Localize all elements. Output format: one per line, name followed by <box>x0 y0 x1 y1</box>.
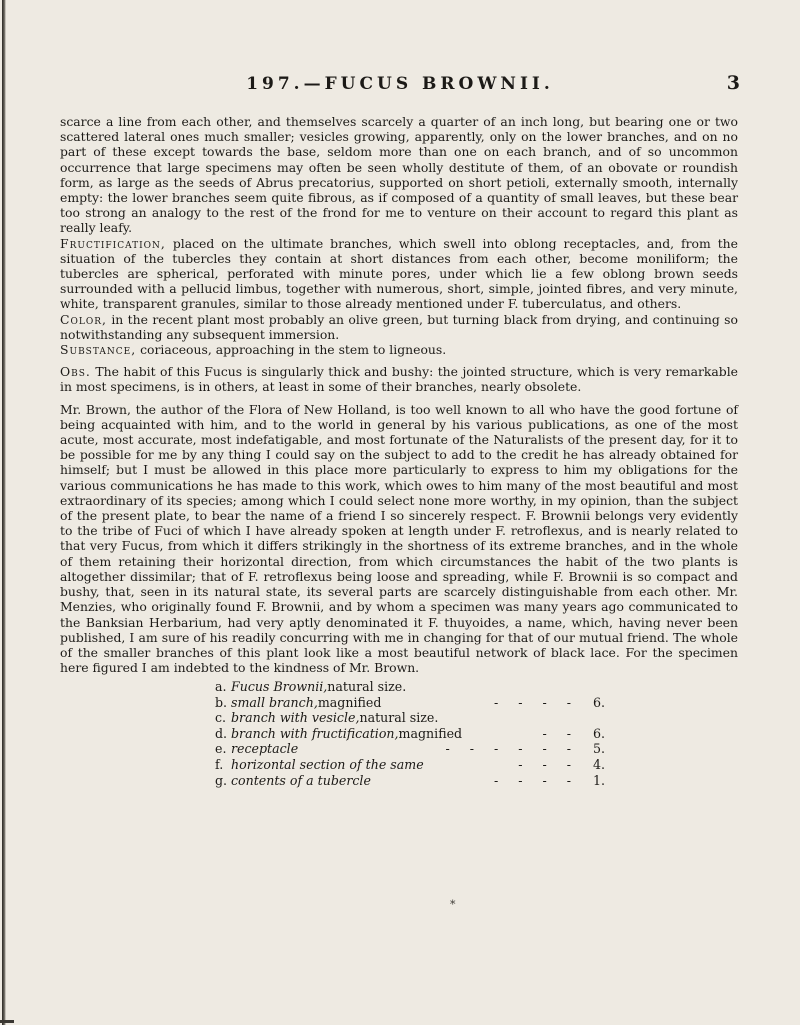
paragraph-color <box>60 312 738 342</box>
legend-note: natural size. <box>359 710 439 726</box>
legend-leader: - - - - <box>493 694 579 710</box>
legend-magnification: 4. <box>593 756 606 772</box>
paragraph-substance <box>60 342 738 357</box>
corner-mark <box>0 1020 14 1023</box>
legend-label: Fucus Brownii, <box>231 679 328 694</box>
legend-item <box>215 757 615 773</box>
legend-label: small branch, <box>231 694 318 710</box>
paragraph-text: Mr. Brown, the author of the Flora of New Holland, is too well known to all who have the good fortune of being acquainted with him, and to the world in general by his various publications, as one of the most acute, most accurate, most indefatigable, and most fortunate of the Naturalists of the present day, for it to be possible for me by any thing I could say on the subject to add to the credit he has already obtained for himself; but I must be allowed in this place more particularly to express to him my obligations for the various communications he has made to this work, which owes to him many of the most beautiful and most extraordinary of its species; among which I could select none more worthy, in my opinion, than the subject of the present plate, to bear the name of a friend I so sincerely respect. F. Brownii belongs very evidently to the tribe of Fuci of which I have already spoken at length under F. retroflexus, and is nearly related to that very Fucus, from which it differs strikingly in the shortness of its extreme branches, and in the whole of them retaining their horizontal direction, from which circumstances the habit of the two plants is altogether dissimilar; that of F. retroflexus being loose and spreading, while F. Brownii is so compact and bushy, that, seen in its natural state, its several parts are scarcely distinguishable from each other. Mr. Menzies, who originally found F. Brownii, and by whom a specimen was many years ago communicated to the Banksian Herbarium, had very aptly denominated it F. thuyoides, a name, which, having never been published, I am sure of his readily concurring with me in changing for that of our mutual friend. The whole of the smaller branches of this plant look like a most beautiful network of black lace. For the specimen here figured I am indebted to the kindness of Mr. Brown. <box>60 401 738 676</box>
page-number: 3 <box>726 72 740 94</box>
legend-item <box>215 695 615 711</box>
legend-letter: a. <box>215 679 227 694</box>
legend-label: branch with fructification, <box>231 725 399 741</box>
paragraph-fructification <box>60 236 738 312</box>
legend-leader: - - - - <box>493 772 579 788</box>
running-head: 197.—FUCUS BROWNII. <box>246 74 554 94</box>
paragraph-text: placed on the ultimate branches, which swell into oblong receptacles, and, from the situation of the tubercles they contain at short distances from each other, become moniliform; the tubercles are spherical, perforated with minute pores, under which lie a few oblong brown seeds surrounded with a pellucid limbus, together with numerous, short, simple, jointed fibres, and very minute, white, transparent granules, similar to those already mentioned under F. tuberculatus, and others. <box>60 235 738 312</box>
legend-magnification: 6. <box>593 725 606 741</box>
paragraph-text: coriaceous, approaching in the stem to ligneous. <box>136 342 447 358</box>
legend-magnification: 1. <box>593 772 606 788</box>
legend-label: contents of a tubercle <box>231 772 371 788</box>
legend-magnification: 6. <box>593 694 606 710</box>
paragraph-dedication <box>60 402 738 676</box>
binding-edge <box>2 0 6 1025</box>
paragraph-lead: Obs. <box>60 364 91 380</box>
paragraph-lead: Substance, <box>60 342 137 358</box>
legend-label: horizontal section of the same <box>231 756 424 772</box>
legend-item <box>215 741 615 757</box>
legend-leader: - - <box>542 725 579 741</box>
legend-letter: b. <box>215 694 228 710</box>
paragraph-lead: Fructification, <box>60 235 166 251</box>
body-text <box>60 114 738 675</box>
legend-letter: g. <box>215 772 228 788</box>
paragraph-text: in the recent plant most probably an olive green, but turning black from drying, and continuing so notwithstanding any subsequent immersion. <box>60 311 738 342</box>
paragraph-description <box>60 114 738 236</box>
figure-legend <box>215 679 615 788</box>
legend-note: natural size. <box>327 679 407 694</box>
legend-letter: f. <box>215 756 224 772</box>
legend-magnification: 5. <box>593 741 606 757</box>
legend-label: branch with vesicle, <box>231 710 360 726</box>
paragraph-text: The habit of this Fucus is singularly thick and bushy: the jointed structure, which is very remarkable in most specimens, is in others, at least in some of their branches, nearly obsolete. <box>60 364 738 395</box>
legend-note: magnified <box>398 725 463 741</box>
legend-letter: c. <box>215 710 227 726</box>
legend-item <box>215 679 615 695</box>
legend-item <box>215 710 615 726</box>
legend-letter: d. <box>215 725 228 741</box>
legend-item <box>215 726 615 742</box>
paragraph-observations <box>60 364 738 394</box>
paragraph-lead: Color, <box>60 311 107 327</box>
legend-letter: e. <box>215 741 227 757</box>
legend-label: receptacle <box>231 741 299 757</box>
page-header <box>60 72 740 102</box>
paragraph-text: scarce a line from each other, and themselves scarcely a quarter of an inch long, but bearing one or two scattered lateral ones much smaller; vesicles growing, apparently, only on the lower branches, and on no part of these except towards the base, seldom more than one on each branch, and of so uncommon occurrence that large specimens may often be seen wholly destitute of them, of an obovate or roundish form, as large as the seeds of Abrus precatorius, supported on short petioli, externally smooth, internally empty: the lower branches seem quite fibrous, as if composed of a quantity of small leaves, but these bear too strong an analogy to the rest of the frond for me to venture on their account to regard this plant as really leafy. <box>60 114 738 236</box>
legend-note: magnified <box>317 694 382 710</box>
asterisk-mark: * <box>450 898 456 911</box>
legend-leader: - - - - - - <box>445 741 579 757</box>
legend-leader: - - - <box>518 756 579 772</box>
legend-item <box>215 773 615 789</box>
